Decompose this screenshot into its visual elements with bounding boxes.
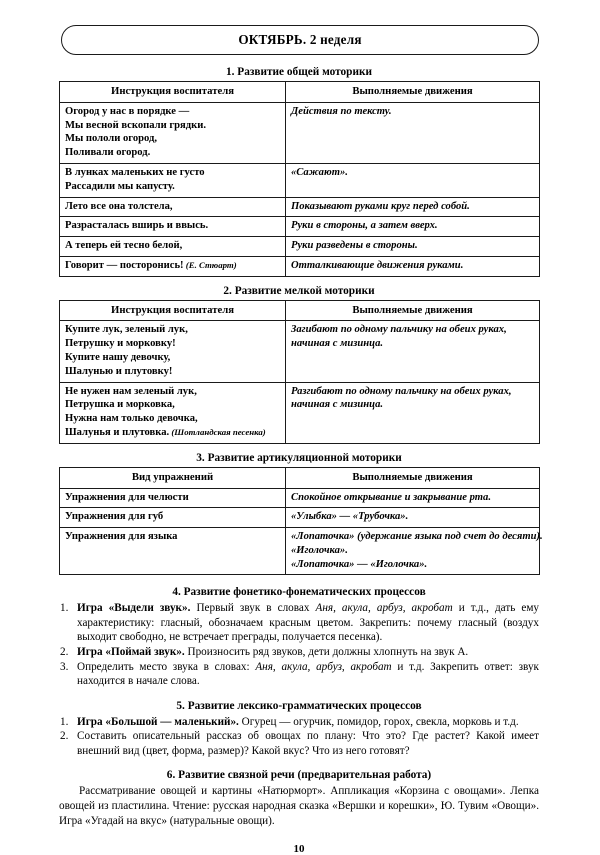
text-run-normal: и т.д. Закрепить ответ: звук находится в начале слова. (77, 660, 539, 688)
movement-cell (286, 237, 540, 257)
text-run-normal: Первый звук в словах (190, 602, 316, 615)
movement-cell (286, 488, 540, 508)
instruction-line: Шалунья и плутовка. (Шотландская песенка) (65, 426, 266, 438)
instruction-line: Купите нашу девочку, (65, 352, 171, 363)
movement-line: начиная с мизинца. (291, 338, 384, 350)
movement-line: Загибают по одному пальчику на обеих руках, (291, 324, 507, 336)
instruction-line: Поливали огород. (65, 147, 151, 159)
page-content (59, 0, 543, 855)
movement-line: «Иголочка». (291, 544, 348, 556)
instruction-line: В лунках маленьких не густо (65, 166, 205, 178)
list-item-number: 3. (60, 660, 69, 673)
section-3-table (59, 467, 543, 576)
column-header-1: Инструкция воспитателя (60, 82, 286, 103)
section-5-heading: 5. Развитие лексико-грамматических процессов (176, 699, 422, 712)
movement-cell (286, 321, 540, 382)
table-header-row (60, 300, 540, 321)
month-title-banner (61, 25, 539, 55)
movement-line: «Лопаточка» (удержание языка под счет до десяти). (291, 531, 543, 543)
section-5-list (59, 715, 539, 759)
movement-line: Руки разведены в стороны. (291, 240, 418, 252)
instruction-line: Мы весной вскопали грядки. (65, 119, 206, 131)
instruction-line: Шалунью и плутовку! (65, 365, 173, 377)
instruction-line: Нужна нам только девочка, (65, 413, 198, 425)
section-4-item (59, 601, 539, 645)
instruction-line: Разрасталась вширь и ввысь. (65, 220, 209, 232)
instruction-cell (60, 508, 286, 528)
instruction-cell (60, 237, 286, 257)
column-header-2: Выполняемые движения (286, 82, 540, 103)
list-item-number: 2. (60, 646, 69, 659)
section-1-heading: 1. Развитие общей моторики (226, 66, 372, 78)
table-row (60, 197, 540, 217)
table-header-row (60, 467, 540, 488)
text-run-italic: Аня, акула, арбуз, акробат (315, 602, 453, 615)
movement-line: Показывают руками круг перед собой. (291, 200, 470, 212)
movement-line: «Сажают». (291, 166, 348, 178)
table-row (60, 321, 540, 382)
instruction-line: Мы пололи огород, (65, 133, 158, 145)
text-run-normal: и т.д., дать ему характеристику: гласный, обозначаем красным цветом. Закрепить: почему гласный (воздух выходит свободно, не встречает преграды, получается песенка). (77, 602, 539, 644)
table-row (60, 382, 540, 443)
instruction-line: Не нужен нам зеленый лук, (65, 385, 197, 397)
table-row (60, 163, 540, 197)
table-row (60, 508, 540, 528)
instruction-line: Рассадили мы капусту. (65, 180, 175, 192)
instruction-line: Лето все она толстела, (65, 200, 173, 212)
instruction-cell (60, 197, 286, 217)
section-3-heading: 3. Развитие артикуляционной моторики (196, 451, 402, 464)
movement-cell (286, 197, 540, 217)
list-item-number: 1. (60, 602, 69, 615)
sections-container (59, 66, 543, 575)
column-header-2: Выполняемые движения (286, 467, 540, 488)
instruction-cell (60, 163, 286, 197)
section-4-item (59, 660, 539, 689)
movement-line: начиная с мизинца. (291, 399, 384, 411)
table-row (60, 528, 540, 575)
movement-cell (286, 508, 540, 528)
text-run-normal: Составить описательный рассказ об овощах по плану: Что это? Где растет? Какой имеет внешний вид (цвет, форма, размер)? Какой вкус? Что из него готовят? (77, 730, 539, 757)
section-6-heading: 6. Развитие связной речи (предварительная работа) (166, 769, 432, 782)
instruction-cell (60, 382, 286, 443)
text-run-bold: Игра «Поймай звук». (77, 646, 185, 659)
section-4-list (59, 601, 539, 688)
text-run-italic: Аня, акула, арбуз, акробат (255, 660, 392, 673)
instruction-attribution: (Е. Стюарт) (183, 259, 237, 270)
instruction-line: Петрушка и морковка, (65, 399, 175, 411)
page-number: 10 (293, 842, 305, 855)
instruction-line: Говорит — посторонись! (Е. Стюарт) (65, 259, 237, 271)
instruction-cell (60, 102, 286, 163)
section-6-paragraph: Рассматривание овощей и картины «Натюрморт». Аппликация «Корзина с овощами». Лепка овощей из пластилина. Чтение: русская народная сказка «Вершки и корешки», Ю. Тувим «Овощи». Игра «Угадай на вкус» (натуральные овощи). (59, 785, 539, 827)
movement-cell (286, 256, 540, 276)
movement-line: Спокойное открывание и закрывание рта. (291, 491, 491, 503)
instruction-cell (60, 488, 286, 508)
text-run-bold: Игра «Выдели звук». (77, 602, 191, 615)
instruction-line: А теперь ей тесно белой, (65, 240, 183, 252)
movement-line: Действия по тексту. (291, 105, 392, 117)
section-5-item (59, 715, 539, 730)
movement-line: Отталкивающие движения руками. (291, 259, 464, 271)
text-run-bold: Игра «Большой — маленький». (77, 715, 239, 728)
column-header-1: Инструкция воспитателя (60, 300, 286, 321)
instruction-line: Упражнения для губ (65, 511, 164, 523)
table-header-row (60, 82, 540, 103)
instruction-line: Упражнения для челюсти (65, 491, 189, 503)
instruction-cell (60, 321, 286, 382)
column-header-1: Вид упражнений (60, 467, 286, 488)
text-run-normal: Определить место звука в словах: (77, 660, 256, 673)
instruction-line: Петрушку и морковку! (65, 338, 176, 350)
table-row (60, 256, 540, 276)
section-4-heading: 4. Развитие фонетико-фонематических процессов (172, 586, 426, 599)
instruction-line: Купите лук, зеленый лук, (65, 324, 188, 336)
table-row (60, 217, 540, 237)
movement-line: «Улыбка» — «Трубочка». (291, 511, 409, 523)
instruction-cell (60, 256, 286, 276)
instruction-cell (60, 217, 286, 237)
movement-line: «Лопаточка» — «Иголочка». (291, 558, 428, 570)
movement-cell (286, 382, 540, 443)
movement-line: Руки в стороны, а затем вверх. (291, 220, 438, 232)
movement-cell (286, 217, 540, 237)
section-5-item (59, 729, 539, 758)
movement-cell (286, 163, 540, 197)
column-header-2: Выполняемые движения (286, 300, 540, 321)
list-item-number: 1. (60, 715, 69, 728)
text-run-normal: Огурец — огурчик, помидор, горох, свекла, морковь и т.д. (238, 715, 519, 728)
movement-cell (286, 102, 540, 163)
section-2-heading: 2. Развитие мелкой моторики (223, 284, 375, 297)
section-4-item (59, 645, 539, 660)
table-row (60, 488, 540, 508)
table-row (60, 237, 540, 257)
instruction-cell (60, 528, 286, 575)
table-row (60, 102, 540, 163)
text-run-normal: Произносить ряд звуков, дети должны хлопнуть на звук А. (184, 646, 469, 659)
instruction-attribution: (Шотландская песенка) (169, 426, 266, 437)
instruction-line: Упражнения для языка (65, 531, 178, 543)
movement-line: Разгибают по одному пальчику на обеих руках, (291, 385, 512, 397)
section-1-table (59, 81, 540, 277)
section-2-table (59, 300, 540, 444)
list-item-number: 2. (60, 730, 69, 743)
movement-cell (286, 528, 543, 575)
page-title: ОКТЯБРЬ. 2 неделя (238, 32, 362, 47)
instruction-line: Огород у нас в порядке — (65, 105, 190, 117)
